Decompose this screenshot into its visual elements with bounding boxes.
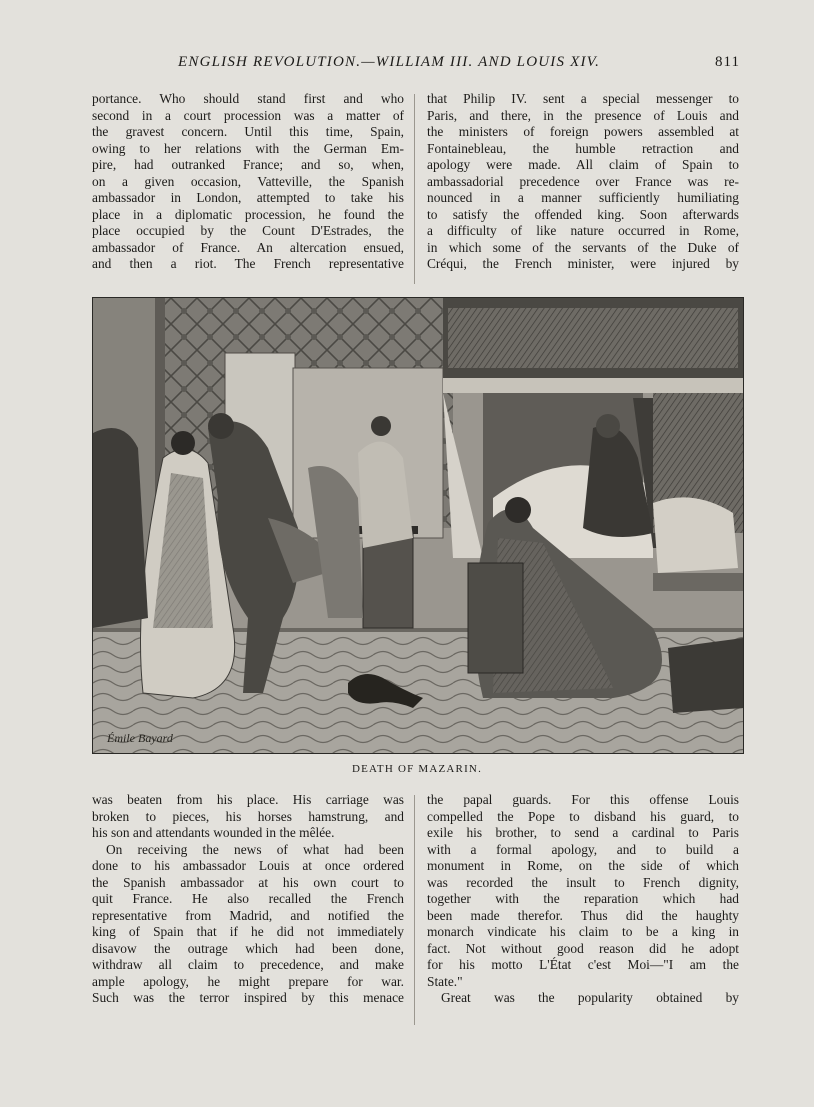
text-line: ample apology, he might prepare for war. — [92, 973, 404, 989]
text-line: Great was the popularity obtained by — [441, 990, 739, 1005]
text-line: disavow the outrage which had been done, — [92, 940, 404, 956]
column-top-left — [92, 91, 404, 273]
text-line: second in a court procession was a matter of — [92, 107, 404, 123]
text-line: was recorded the insult to French dignity, — [427, 874, 739, 890]
text-line: pire, had outranked France; and so, when, — [92, 157, 404, 172]
text-line: monument in Rome, on the side of which — [427, 858, 739, 873]
text-line: State." — [427, 973, 463, 989]
text-line: nounced in a manner sufficiently humiliating — [427, 190, 739, 205]
text-line: ambassador in London, attempted to take his — [92, 190, 404, 205]
text-line: compelled the Pope to disband his guard, to — [427, 808, 739, 824]
text-line: to satisfy the offended king. Soon afterwards — [427, 206, 739, 222]
text-line: king of Spain that if he did not immediately — [92, 924, 404, 939]
text-line: ambassadorial precedence over France was re- — [427, 173, 739, 189]
text-line: a difficulty of like nature occurred in Rome, — [427, 223, 739, 238]
text-line: fact. Not without good reason did he adopt — [427, 940, 739, 956]
text-line: quit France. He also recalled the French — [92, 891, 404, 906]
text-line: place in a diplomatic procession, he found the — [92, 206, 404, 222]
text-line: for his motto L'État c'est Moi—"I am the — [427, 957, 739, 972]
text-line: place occupied by the Count D'Estrades, the — [92, 223, 404, 238]
text-line: that Philip IV. sent a special messenger to — [427, 91, 739, 106]
text-line: together with the reparation which had — [427, 891, 739, 906]
column-bottom-left — [92, 792, 404, 1007]
column-top-right — [427, 91, 739, 273]
text-line: Paris, and there, in the presence of Louis and — [427, 107, 739, 123]
text-line: On receiving the news of what had been — [106, 841, 404, 857]
artist-signature: Émile Bayard — [107, 731, 173, 745]
text-line: the papal guards. For this offense Louis — [427, 792, 739, 807]
text-line: broken to pieces, his horses hamstrung, and — [92, 808, 404, 824]
text-line: ambassador of France. An altercation ensued, — [92, 239, 404, 255]
text-line: withdraw all claim to precedence, and make — [92, 957, 404, 972]
text-line: his son and attendants wounded in the mêlée. — [92, 825, 335, 840]
column-bottom-right — [427, 792, 739, 1007]
text-line: and then a riot. The French representative — [92, 256, 404, 271]
text-line: exile his brother, to send a cardinal to Paris — [427, 825, 739, 840]
page-number: 811 — [715, 54, 740, 70]
text-line: Such was the terror inspired by this menace — [92, 990, 404, 1005]
illustration-caption: DEATH OF MAZARIN. — [351, 763, 483, 775]
text-line: apology were made. All claim of Spain to — [427, 157, 739, 172]
column-divider — [414, 94, 415, 284]
text-line: done to his ambassador Louis at once ordered — [92, 858, 404, 873]
text-line: monarch vindicate his claim to be a king in — [427, 924, 739, 939]
text-line: Créqui, the French minister, were injured by — [427, 256, 739, 271]
column-divider — [414, 795, 415, 1025]
text-line: portance. Who should stand first and who — [92, 91, 404, 106]
text-line: Fontainebleau, the humble retraction and — [427, 140, 739, 156]
text-line: been made therefor. Thus did the haughty — [427, 907, 739, 923]
engraving-scene — [93, 298, 743, 753]
text-line: owing to her relations with the German Em- — [92, 140, 404, 156]
text-line: in which some of the servants of the Duke of — [427, 239, 739, 255]
text-line: on a given occasion, Vatteville, the Spanish — [92, 173, 404, 189]
text-line: was beaten from his place. His carriage was — [92, 792, 404, 807]
page-header — [92, 54, 740, 78]
running-title: ENGLISH REVOLUTION.—WILLIAM III. AND LOUIS XIV. — [178, 54, 601, 70]
text-line: representative from Madrid, and notified the — [92, 907, 404, 923]
text-line: with a formal apology, and to build a — [427, 841, 739, 857]
text-line: the Spanish ambassador at his own court to — [92, 874, 404, 890]
text-line: the ministers of foreign powers assembled at — [427, 124, 739, 139]
engraving-death-of-mazarin — [92, 297, 744, 754]
text-line: the gravest concern. Until this time, Spain, — [92, 124, 404, 139]
